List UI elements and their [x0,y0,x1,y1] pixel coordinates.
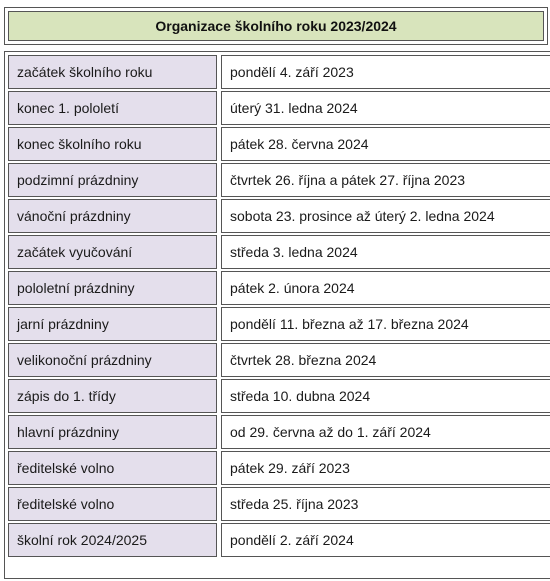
table-row [8,415,550,449]
row-value: sobota 23. prosince až úterý 2. ledna 2024 [221,199,550,233]
row-value: čtvrtek 26. října a pátek 27. října 2023 [221,163,550,197]
row-label: hlavní prázdniny [8,415,217,449]
row-value: pondělí 4. září 2023 [221,55,550,89]
title-frame [4,7,548,45]
table-row [8,163,550,197]
schedule-table [8,53,550,559]
row-label: podzimní prázdniny [8,163,217,197]
row-label: ředitelské volno [8,487,217,521]
row-value: pátek 29. září 2023 [221,451,550,485]
table-row [8,127,550,161]
schedule-table-frame [4,51,550,579]
row-value: čtvrtek 28. března 2024 [221,343,550,377]
table-row [8,523,550,557]
table-row [8,451,550,485]
table-row [8,271,550,305]
row-label: velikonoční prázdniny [8,343,217,377]
table-row [8,487,550,521]
row-value: středa 10. dubna 2024 [221,379,550,413]
row-value: od 29. června až do 1. září 2024 [221,415,550,449]
row-label: zápis do 1. třídy [8,379,217,413]
page-title: Organizace školního roku 2023/2024 [8,11,544,41]
row-value: pondělí 11. března až 17. března 2024 [221,307,550,341]
row-label: vánoční prázdniny [8,199,217,233]
row-value: středa 3. ledna 2024 [221,235,550,269]
table-row [8,343,550,377]
row-value: úterý 31. ledna 2024 [221,91,550,125]
table-row [8,91,550,125]
table-row [8,55,550,89]
row-label: jarní prázdniny [8,307,217,341]
row-label: konec 1. pololetí [8,91,217,125]
table-row [8,379,550,413]
row-value: středa 25. října 2023 [221,487,550,521]
table-row [8,199,550,233]
table-row [8,307,550,341]
row-label: začátek vyučování [8,235,217,269]
row-label: školní rok 2024/2025 [8,523,217,557]
row-value: pátek 28. června 2024 [221,127,550,161]
row-value: pátek 2. února 2024 [221,271,550,305]
table-row [8,235,550,269]
row-label: začátek školního roku [8,55,217,89]
row-label: pololetní prázdniny [8,271,217,305]
row-value: pondělí 2. září 2024 [221,523,550,557]
row-label: ředitelské volno [8,451,217,485]
row-label: konec školního roku [8,127,217,161]
